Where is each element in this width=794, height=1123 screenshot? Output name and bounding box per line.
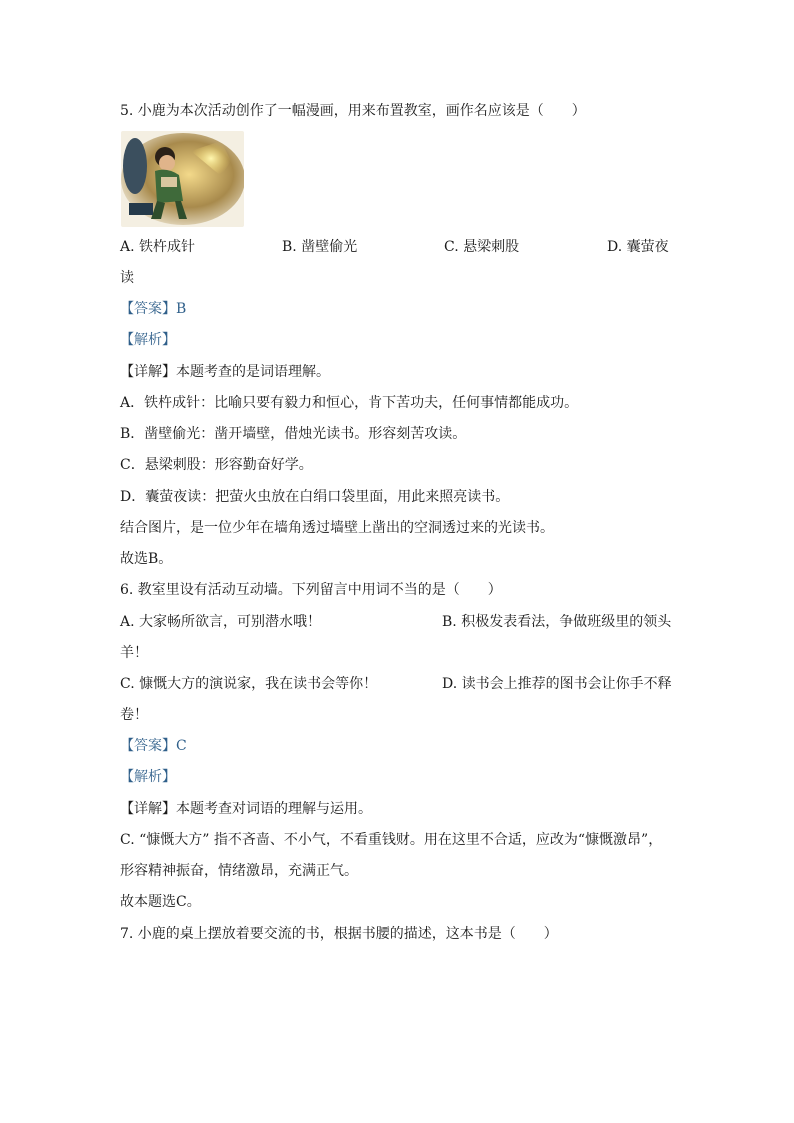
q6-detail: 【详解】本题考查对词语的理解与运用。 bbox=[120, 801, 372, 817]
q6-final: 故本题选C。 bbox=[120, 894, 201, 910]
q5-answer: 【答案】B bbox=[120, 301, 187, 317]
q6-explanation-line-2: 形容精神振奋，情绪激昂，充满正气。 bbox=[120, 863, 358, 879]
illustration-boy-reading-by-wall-light bbox=[121, 131, 244, 227]
q6-option-d: D. 读书会上推荐的图书会让你手不释 bbox=[442, 676, 672, 692]
q5-option-a: A. 铁杵成针 bbox=[120, 239, 196, 255]
q5-option-d-wrap: 读 bbox=[120, 270, 134, 286]
q5-explanation-a: A．铁杵成针：比喻只要有毅力和恒心，肯下苦功夫，任何事情都能成功。 bbox=[120, 395, 579, 411]
q6-option-b-wrap: 羊！ bbox=[120, 645, 148, 661]
q5-analysis-heading: 【解析】 bbox=[120, 332, 176, 348]
q6-option-d-wrap: 卷！ bbox=[120, 707, 148, 723]
q6-analysis-heading: 【解析】 bbox=[120, 769, 176, 785]
q5-option-b: B. 凿壁偷光 bbox=[282, 239, 358, 255]
q6-option-b: B. 积极发表看法，争做班级里的领头 bbox=[442, 614, 672, 630]
q5-stem: 5. 小鹿为本次活动创作了一幅漫画，用来布置教室，画作名应该是（ ） bbox=[120, 103, 586, 119]
q6-option-a: A. 大家畅所欲言，可别潜水哦！ bbox=[120, 614, 322, 630]
q6-explanation-line-1: C. “慷慨大方” 指不吝啬、不小气，不看重钱财。用在这里不合适，应改为“慷慨激昂”， bbox=[120, 832, 663, 848]
q6-stem: 6. 教室里设有活动互动墙。下列留言中用词不当的是（ ） bbox=[120, 582, 502, 598]
q5-option-d: D. 囊萤夜 bbox=[607, 239, 669, 255]
q5-option-c: C. 悬梁刺股 bbox=[444, 239, 520, 255]
q5-explanation-d: D．囊萤夜读：把萤火虫放在白绢口袋里面，用此来照亮读书。 bbox=[120, 489, 510, 505]
q5-conclusion: 结合图片，是一位少年在墙角透过墙壁上凿出的空洞透过来的光读书。 bbox=[120, 520, 554, 536]
q5-final: 故选B。 bbox=[120, 551, 173, 567]
q5-detail: 【详解】本题考查的是词语理解。 bbox=[120, 364, 330, 380]
q6-option-c: C. 慷慨大方的演说家，我在读书会等你！ bbox=[120, 676, 378, 692]
q7-stem: 7. 小鹿的桌上摆放着要交流的书，根据书腰的描述，这本书是（ ） bbox=[120, 926, 558, 942]
q5-explanation-c: C．悬梁刺股：形容勤奋好学。 bbox=[120, 457, 313, 473]
q6-answer: 【答案】C bbox=[120, 738, 187, 754]
q5-explanation-b: B．凿壁偷光：凿开墙壁，借烛光读书。形容刻苦攻读。 bbox=[120, 426, 467, 442]
